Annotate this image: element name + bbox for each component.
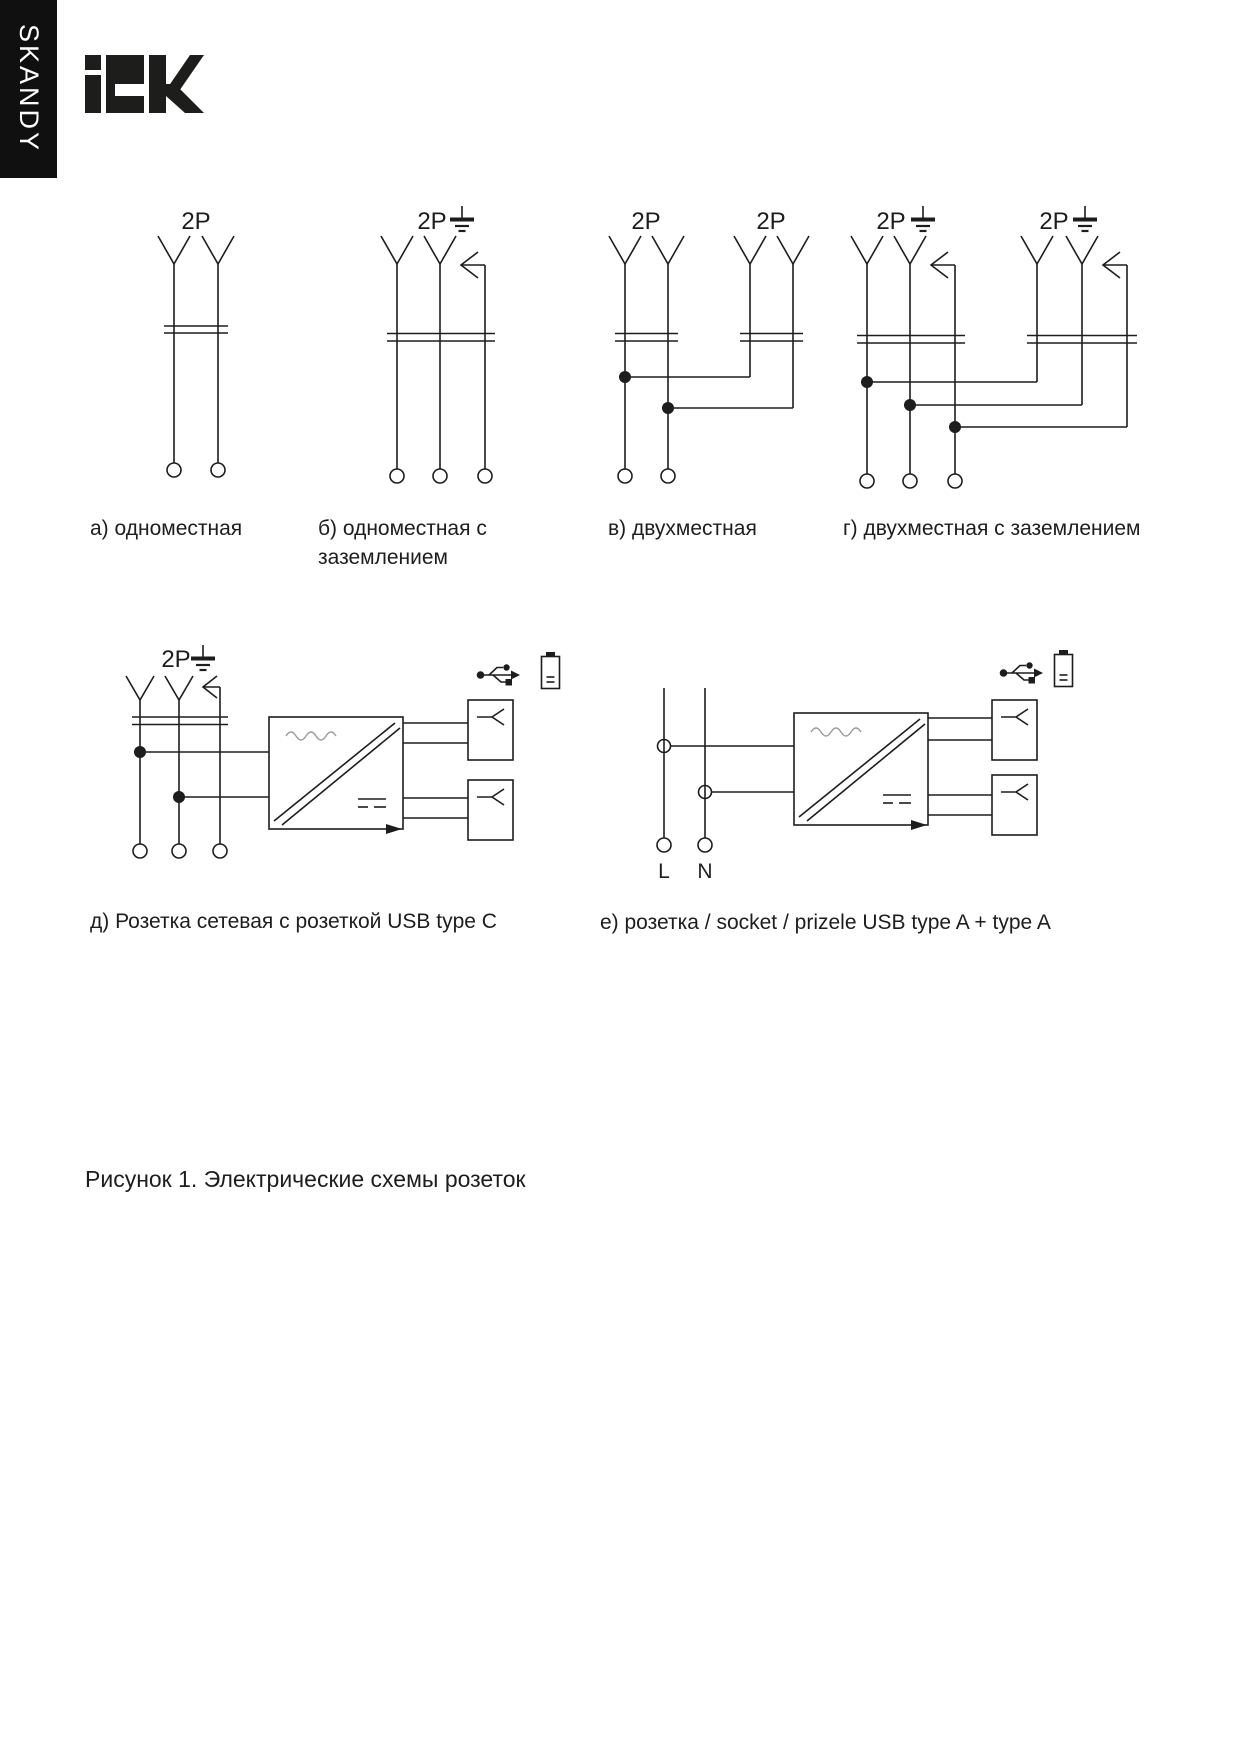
diagram-v-double-socket xyxy=(609,208,809,483)
link-wires xyxy=(625,377,793,408)
usb-icon xyxy=(1000,662,1043,683)
socket-2 xyxy=(734,236,809,408)
socket-2 xyxy=(1021,236,1137,427)
caption-v: в) двухместная xyxy=(608,517,757,540)
supply-lines xyxy=(664,688,705,838)
junction-dots xyxy=(134,746,185,803)
socket-base-bars xyxy=(132,717,228,725)
earth-pin xyxy=(203,676,220,844)
earth-icon xyxy=(911,206,935,231)
pole-label-2: 2P xyxy=(756,208,786,235)
battery-icon xyxy=(542,652,560,689)
caption-b xyxy=(318,514,487,572)
socket-base-bars xyxy=(387,334,495,342)
terminals xyxy=(167,463,225,477)
caption-g: г) двухместная с заземлением xyxy=(843,517,1141,540)
usb-icon xyxy=(477,664,520,685)
ac-dc-converter xyxy=(794,713,928,830)
usb-output-socket-1 xyxy=(992,700,1037,760)
caption-b-line2: заземлением xyxy=(318,546,448,569)
pole-label-1: 2P xyxy=(631,208,661,235)
input-wires xyxy=(671,746,795,792)
tap-junctions xyxy=(658,740,712,799)
diagram-d-socket-usb-c xyxy=(126,645,560,858)
pole-label: 2P xyxy=(417,208,447,235)
caption-b-line1: б) одноместная с xyxy=(318,517,487,540)
pole-label-1: 2P xyxy=(876,208,906,235)
diagram-b-single-socket-earthed xyxy=(381,206,495,483)
pole-label-2: 2P xyxy=(1039,208,1069,235)
caption-a: а) одноместная xyxy=(90,517,243,540)
caption-d: д) Розетка сетевая с розеткой USB type C xyxy=(90,910,497,933)
output-wires xyxy=(403,723,468,818)
earth-pin xyxy=(461,252,485,469)
diagram-e-socket-usb-a xyxy=(657,650,1073,883)
caption-e: е) розетка / socket / prizele USB type A + type A xyxy=(600,911,1051,934)
socket-1 xyxy=(609,236,684,483)
pole-label: 2P xyxy=(181,208,211,235)
brand-vertical-text: SKANDY xyxy=(14,24,44,154)
input-wires xyxy=(140,752,269,797)
usb-output-socket-2 xyxy=(468,780,513,840)
terminals xyxy=(657,838,712,852)
terminals xyxy=(133,844,227,858)
socket-1 xyxy=(851,236,965,488)
terminals xyxy=(390,469,492,483)
figure-caption: Рисунок 1. Электрические схемы розеток xyxy=(85,1166,526,1192)
earth-icon xyxy=(450,206,474,231)
usb-output-socket-1 xyxy=(468,700,513,760)
battery-icon xyxy=(1055,650,1073,687)
earth-icon xyxy=(1073,206,1097,231)
diagram-a-single-socket xyxy=(158,208,234,477)
earth-icon xyxy=(191,645,215,670)
terminal-label-n: N xyxy=(697,860,713,883)
socket-pins xyxy=(381,236,456,469)
diagram-g-double-socket-earthed xyxy=(851,206,1137,488)
socket-pins xyxy=(126,676,193,844)
ac-dc-converter xyxy=(269,717,403,834)
socket-pins xyxy=(158,236,234,463)
terminal-label-l: L xyxy=(658,860,670,883)
output-wires xyxy=(928,718,992,815)
usb-output-socket-2 xyxy=(992,775,1037,835)
pole-label: 2P xyxy=(161,646,191,673)
